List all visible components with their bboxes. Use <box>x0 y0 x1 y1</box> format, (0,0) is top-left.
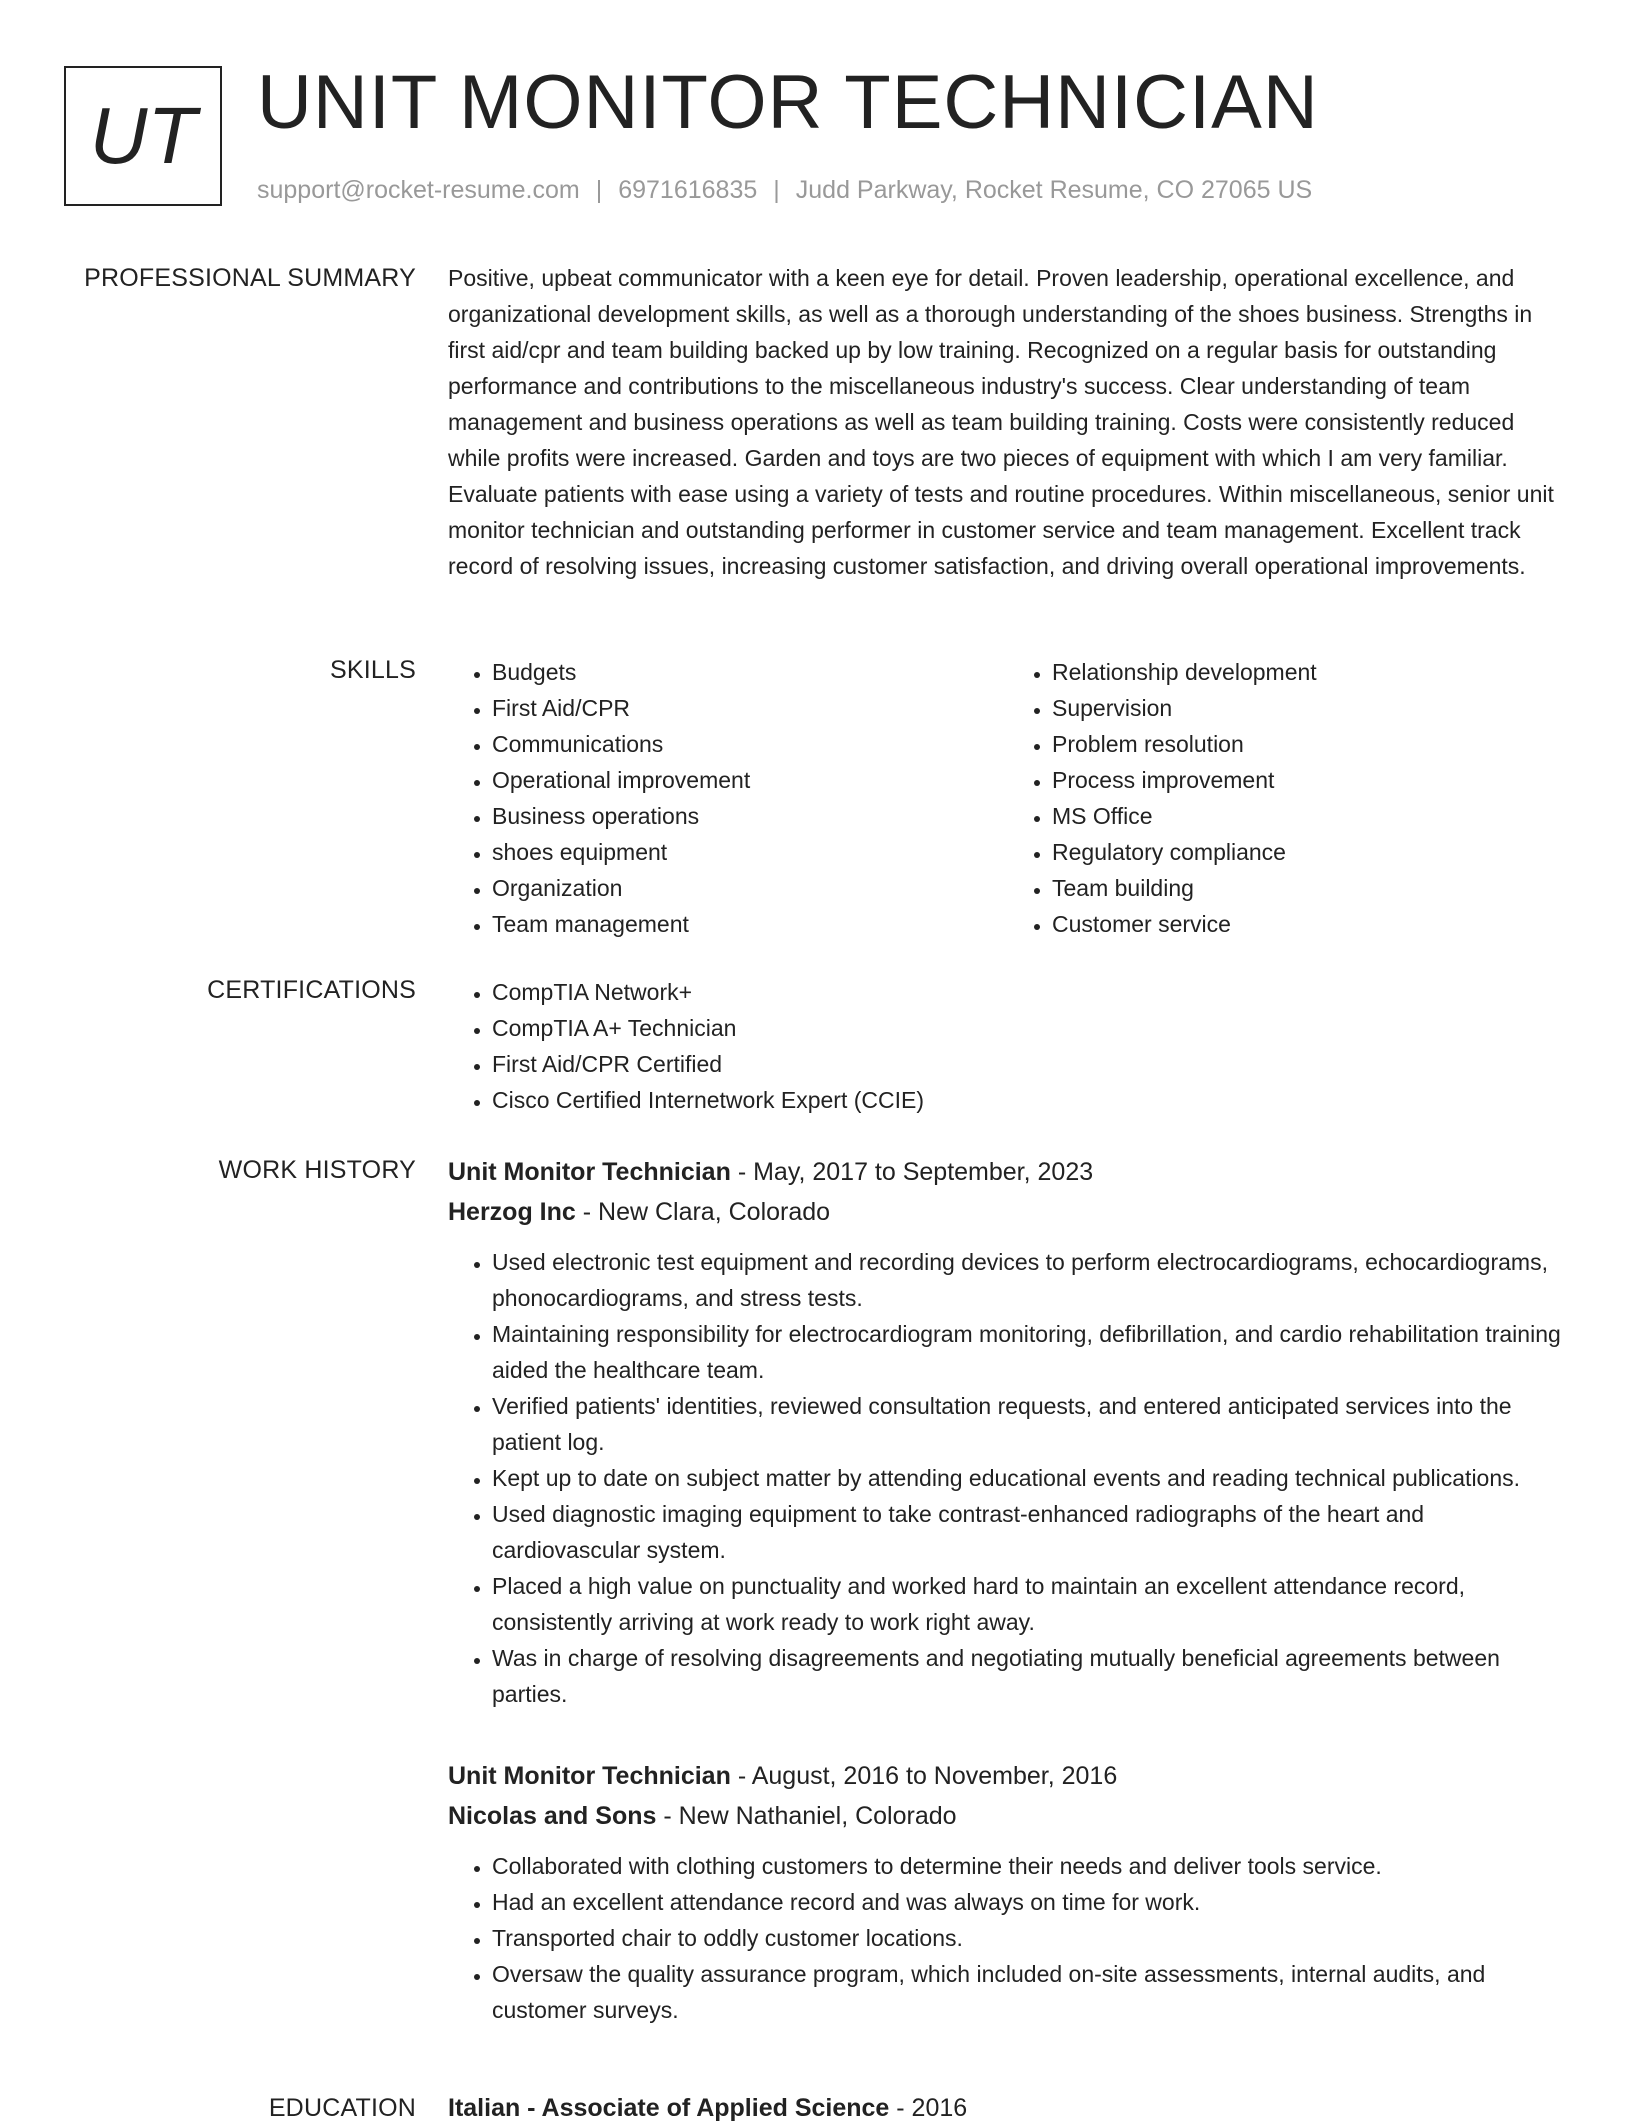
skill-item: • Regulatory compliance <box>1052 834 1568 870</box>
job-duty: • Oversaw the quality assurance program, which included on-site assessments, internal audits, and customer surveys. <box>492 1956 1568 2028</box>
job-duty: • Used electronic test equipment and recording devices to perform electrocardiograms, echocardiograms, phonocardiograms, and stress tests. <box>492 1244 1568 1316</box>
skills-heading: SKILLS <box>330 656 416 684</box>
certification-item: • First Aid/CPR Certified <box>492 1046 1568 1082</box>
summary-text: Positive, upbeat communicator with a keen eye for detail. Proven leadership, operational excellence, and organizational development skills, as well as a thorough understanding of the shoes business. Strengths in first aid/cpr and team building backed up by low training. Recognized on a regular basis for outstanding performance and contributions to the miscellaneous industry's success. Clear understanding of team management and business operations as well as team building training. Costs were consistently reduced while profits were increased. Garden and toys are two pieces of equipment with which I am very familiar. Evaluate patients with ease using a variety of tests and routine procedures. Within miscellaneous, senior unit monitor technician and outstanding performer in customer service and team management. Excellent track record of resolving issues, increasing customer satisfaction, and driving overall operational improvements. <box>448 265 1554 579</box>
job-duty: • Transported chair to oddly customer locations. <box>492 1920 1568 1956</box>
contact-separator: | <box>773 176 780 204</box>
monogram-box <box>64 66 222 206</box>
job-location: - New Clara, Colorado <box>575 1198 831 1226</box>
skills-list-left <box>448 654 1008 942</box>
skill-item: • Problem resolution <box>1052 726 1568 762</box>
work-history-heading: WORK HISTORY <box>218 1156 416 1184</box>
job-entry <box>448 1756 1568 2028</box>
skill-item: • Team building <box>1052 870 1568 906</box>
skill-item: • First Aid/CPR <box>492 690 1008 726</box>
skill-item: • Operational improvement <box>492 762 1008 798</box>
skill-item: • Customer service <box>1052 906 1568 942</box>
skill-item: • MS Office <box>1052 798 1568 834</box>
contact-address: Judd Parkway, Rocket Resume, CO 27065 US <box>795 176 1313 204</box>
job-title: Unit Monitor Technician <box>448 1158 731 1186</box>
job-company-line <box>448 1796 1568 1836</box>
skill-item: • Process improvement <box>1052 762 1568 798</box>
job-company: Herzog Inc <box>448 1198 576 1226</box>
job-title: Unit Monitor Technician <box>448 1762 731 1790</box>
skills-list-right <box>1008 654 1568 942</box>
job-entry <box>448 1152 1568 1712</box>
skill-item: • Organization <box>492 870 1008 906</box>
skill-item: • Business operations <box>492 798 1008 834</box>
job-duty: • Had an excellent attendance record and was always on time for work. <box>492 1884 1568 1920</box>
summary-body <box>448 260 1568 584</box>
job-duty: • Was in charge of resolving disagreements and negotiating mutually beneficial agreements between parties. <box>492 1640 1568 1712</box>
job-duty: • Placed a high value on punctuality and worked hard to maintain an excellent attendance record, consistently arriving at work ready to work right away. <box>492 1568 1568 1640</box>
job-duty: • Used diagnostic imaging equipment to take contrast-enhanced radiographs of the heart and cardiovascular system. <box>492 1496 1568 1568</box>
education-year: - 2016 <box>889 2094 968 2122</box>
work-history-body <box>448 1152 1568 2028</box>
job-duties-list <box>448 1244 1568 1712</box>
certifications-body <box>448 974 1568 1118</box>
skills-grid <box>448 654 1568 942</box>
skill-item: • shoes equipment <box>492 834 1008 870</box>
job-dates: - May, 2017 to September, 2023 <box>730 1158 1094 1186</box>
skill-item: • Communications <box>492 726 1008 762</box>
job-title-line <box>448 1756 1568 1796</box>
certifications-list <box>448 974 1568 1118</box>
summary-heading: PROFESSIONAL SUMMARY <box>84 264 416 292</box>
job-location: - New Nathaniel, Colorado <box>656 1802 957 1830</box>
job-title-line <box>448 1152 1568 1192</box>
job-duty: • Collaborated with clothing customers to determine their needs and deliver tools service. <box>492 1848 1568 1884</box>
certification-item: • CompTIA A+ Technician <box>492 1010 1568 1046</box>
skill-item: • Budgets <box>492 654 1008 690</box>
contact-separator: | <box>595 176 603 204</box>
skill-item: • Team management <box>492 906 1008 942</box>
resume-name: UNIT MONITOR TECHNICIAN <box>257 60 1319 145</box>
job-duty: • Kept up to date on subject matter by attending educational events and reading technical publications. <box>492 1460 1568 1496</box>
certification-item: • CompTIA Network+ <box>492 974 1568 1010</box>
job-company: Nicolas and Sons <box>448 1802 657 1830</box>
certifications-heading: CERTIFICATIONS <box>207 976 416 1004</box>
certification-item: • Cisco Certified Internetwork Expert (CCIE) <box>492 1082 1568 1118</box>
education-body <box>448 2092 1568 2124</box>
job-duties-list <box>448 1848 1568 2028</box>
education-degree: Italian - Associate of Applied Science <box>448 2094 890 2122</box>
job-duty: • Verified patients' identities, reviewed consultation requests, and entered anticipated services into the patient log. <box>492 1388 1568 1460</box>
contact-line <box>257 174 1312 206</box>
contact-email: support@rocket-resume.com <box>257 176 580 204</box>
education-heading: EDUCATION <box>268 2094 416 2122</box>
job-dates: - August, 2016 to November, 2016 <box>730 1762 1118 1790</box>
job-company-line <box>448 1192 1568 1232</box>
skill-item: • Relationship development <box>1052 654 1568 690</box>
contact-phone: 6971616835 <box>618 176 758 204</box>
skill-item: • Supervision <box>1052 690 1568 726</box>
monogram-initials: UT <box>89 91 197 180</box>
skills-body <box>448 654 1568 942</box>
job-duty: • Maintaining responsibility for electrocardiogram monitoring, defibrillation, and cardio rehabilitation training aided the healthcare team. <box>492 1316 1568 1388</box>
